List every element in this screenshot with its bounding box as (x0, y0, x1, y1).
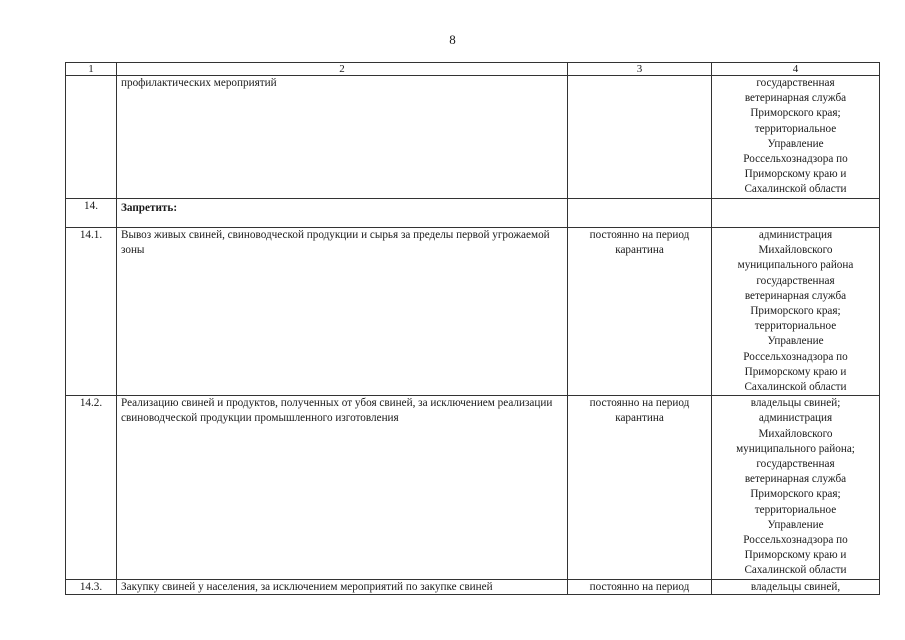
row-action: профилактических мероприятий (117, 76, 568, 199)
row-term: постоянно на период карантина (568, 396, 712, 579)
row-number: 14. (66, 199, 117, 228)
measures-table (65, 62, 880, 595)
row-number: 14.2. (66, 396, 117, 579)
column-header: 4 (712, 63, 880, 76)
responsible-line: государственная (756, 77, 835, 89)
table-header-row (66, 63, 880, 76)
responsible-line: Приморского края; (750, 305, 841, 318)
row-responsible (712, 228, 880, 396)
row-action-text: Закупку свиней у населения, за исключением мероприятий по закупке свиней (121, 580, 493, 593)
row-term (568, 579, 712, 594)
row-number: 14.1. (66, 228, 117, 396)
responsible-line: администрация (758, 229, 833, 241)
responsible-line: ветеринарная служба (744, 473, 847, 486)
responsible-line: Михайловского (758, 244, 833, 257)
responsible-line: ветеринарная служба (744, 289, 847, 302)
row-action: Запретить: (117, 199, 568, 228)
row-term: постоянно на период карантина (568, 228, 712, 396)
table-row (66, 396, 880, 579)
responsible-line: Россельхознадзора по (743, 534, 848, 547)
responsible-line: Михайловского (758, 427, 833, 440)
column-header: 2 (117, 63, 568, 76)
row-responsible (712, 579, 880, 594)
responsible-line: владельцы свиней; (750, 397, 841, 410)
responsible-line: Россельхознадзора по (743, 153, 848, 166)
responsible-line: Сахалинской области (744, 183, 847, 196)
responsible-line: ветеринарная служба (744, 92, 847, 105)
row-responsible (712, 396, 880, 579)
table-row (66, 579, 880, 594)
row-number (66, 76, 117, 199)
responsible-line: владельцы свиней, (750, 580, 841, 593)
responsible-line: администрация (758, 412, 833, 425)
column-header: 3 (568, 63, 712, 76)
responsible-line: территориальное (754, 320, 837, 333)
responsible-line: муниципального района; (736, 442, 855, 455)
row-action: Реализацию свиней и продуктов, полученных от убоя свиней, за исключением реализации свиноводческой продукции промышленного изготовления (117, 396, 568, 579)
page-number: 8 (449, 32, 456, 47)
responsible-line: Приморскому краю и (744, 168, 847, 181)
row-action (117, 579, 568, 594)
responsible-line: Управление (767, 518, 824, 531)
responsible-line: Приморского края; (750, 488, 841, 501)
responsible-line: Приморскому краю и (744, 549, 847, 562)
row-responsible (712, 76, 880, 199)
row-term (568, 76, 712, 199)
row-responsible (712, 199, 880, 228)
responsible-line: территориальное (754, 122, 837, 135)
responsible-line: Россельхознадзора по (743, 350, 848, 363)
row-number-text: 14.3. (79, 580, 103, 593)
table-row (66, 199, 880, 228)
row-term-text: постоянно на период (589, 580, 690, 593)
responsible-line: Сахалинской области (744, 564, 847, 577)
row-term (568, 199, 712, 228)
responsible-line: Приморского края; (750, 107, 841, 120)
responsible-line: Управление (767, 335, 824, 348)
column-header: 1 (66, 63, 117, 76)
table-row (66, 228, 880, 396)
responsible-line: Сахалинской области (744, 381, 847, 394)
responsible-line: государственная (756, 458, 835, 471)
responsible-line: территориальное (754, 503, 837, 516)
row-action: Вывоз живых свиней, свиноводческой продукции и сырья за пределы первой угрожаемой зоны (117, 228, 568, 396)
responsible-line: государственная (756, 274, 835, 287)
table-row (66, 76, 880, 199)
responsible-line: Управление (767, 137, 824, 150)
responsible-line: муниципального района (737, 259, 854, 272)
responsible-line: Приморскому краю и (744, 365, 847, 378)
row-number (66, 579, 117, 594)
